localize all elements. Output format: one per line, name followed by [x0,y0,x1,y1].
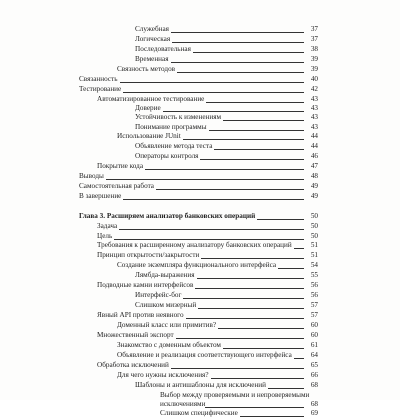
toc-entry [79,191,318,201]
toc-entry [79,171,318,181]
toc-page-number: 64 [310,351,318,359]
leader-line [176,338,304,339]
toc-page-number: 40 [310,75,318,83]
toc-page-number: 57 [310,301,318,309]
toc-entry-title: Понимание программы [135,123,207,131]
toc-entry-title: Операторы контроля [135,152,199,160]
leader-line [177,72,304,73]
toc-entry [117,64,318,74]
toc-entry [135,112,318,122]
toc-entry [117,370,318,380]
toc-page-number: 49 [310,182,318,190]
leader-line [201,258,304,259]
toc-entry [135,34,318,44]
toc-entry-title: Цель [97,232,113,240]
toc-entry-title: Устойчивость к изменениям [135,113,222,121]
toc-page-number: 49 [310,192,318,200]
toc-entry-title: Для чего нужны исключения? [117,371,209,379]
toc-entry-title: Доменный класс или примитив? [117,321,217,329]
toc-page-number: 60 [310,321,318,329]
toc-entry-title: Тестирование [79,85,122,93]
toc-entry [135,290,318,300]
toc-entry-title: Обработка исключений [97,361,169,369]
leader-line [294,248,304,249]
leader-line [123,199,304,200]
leader-line [145,169,304,170]
leader-line [200,159,304,160]
toc-page-number: 65 [310,361,318,369]
leader-line [214,149,304,150]
toc-entry-title: Явный API против неявного [97,311,184,319]
chapter-title: Глава 3. Расширяем анализатор банковских операций [79,212,256,220]
toc-entry [135,270,318,280]
toc-entry-title: Последовательная [135,45,191,53]
toc-entry-title: Объявление метода теста [135,142,213,150]
toc-entry [135,380,318,390]
leader-line [171,32,304,33]
toc-entry-title: Служебная [135,25,169,33]
toc-page-number: 43 [310,123,318,131]
toc-entry [135,44,318,54]
toc-entry-title: Слишком мизерный [135,301,197,309]
toc-entry-title: Требования к расширенному анализатору банковских операций [97,241,292,249]
toc-page-number: 43 [310,113,318,121]
toc-page-number: 37 [310,35,318,43]
toc-page-number: 39 [310,55,318,63]
toc-entry-title: Выбор между проверяемыми и непроверяемыми [160,391,310,399]
leader-line [218,328,304,329]
toc-entry [117,350,318,360]
toc-entry [117,320,318,330]
toc-page-number: 46 [310,152,318,160]
toc-entry-title: Использование JUnit [117,132,181,140]
toc-entry [160,390,318,408]
toc-page-number: 50 [310,232,318,240]
leader-line [193,52,304,53]
leader-line [183,298,304,299]
toc-entry [160,408,318,418]
leader-line [257,219,304,220]
toc-entry-title: Интерфейс-бог [135,291,182,299]
toc-entry [117,260,318,270]
toc-page-number: 44 [310,142,318,150]
leader-line [172,42,304,43]
toc-entry [97,360,318,370]
toc-entry-title: Самостоятельная работа [79,182,154,190]
toc-entry-title: Создание экземпляра функционального интерфейса [117,261,277,269]
toc-entry-title: Шаблоны и антишаблоны для исключений [135,381,266,389]
toc-page-number: 42 [310,85,318,93]
toc-entry [117,340,318,350]
toc-entry-title: Связность методов [117,65,176,73]
toc-page-number: 51 [310,251,318,259]
toc-entry [97,250,318,260]
toc-entry-title: Покрытие кода [97,162,144,170]
toc-entry-title: Доверие [135,104,161,112]
toc-entry [79,74,318,84]
leader-line [123,92,304,93]
toc-page-number: 43 [310,95,318,103]
leader-line [195,288,304,289]
toc-page-number: 66 [310,371,318,379]
toc-page-number: 56 [310,291,318,299]
toc-entry [97,221,318,231]
toc-page-number: 39 [310,65,318,73]
chapter-heading [79,211,318,221]
toc-entry-title: Множественный экспорт [97,331,174,339]
leader-line [268,388,304,389]
toc-page-number: 69 [310,409,318,417]
toc-page-number: 47 [310,162,318,170]
toc-page-number: 51 [310,241,318,249]
toc-page-number: 61 [310,341,318,349]
toc-page-number: 68 [310,400,318,408]
toc-entry [97,310,318,320]
toc-entry-title: Объявление и реализация соответствующего интерфейса [117,351,292,359]
toc-entry-title: Временная [135,55,169,63]
leader-line [186,318,304,319]
toc-entry [135,24,318,34]
leader-line [223,120,304,121]
leader-line [223,348,304,349]
toc-entry-title: Логическая [135,35,171,43]
toc-entry [79,84,318,94]
toc-entry [135,54,318,64]
toc-page-number: 48 [310,172,318,180]
toc-page-number: 57 [310,311,318,319]
toc-page-number: 37 [310,25,318,33]
toc-entry-title: Слишком специфические [160,409,238,417]
toc-entry-title: Подводные камни интерфейсов [97,281,194,289]
toc-page-number: 54 [310,261,318,269]
toc-page-number: 50 [310,212,318,220]
leader-line [197,278,304,279]
toc-page-number: 38 [310,45,318,53]
toc-entry [97,330,318,340]
toc-entry [117,131,318,141]
toc-entry [97,240,318,250]
toc-page-number: 44 [310,132,318,140]
toc-entry [135,141,318,151]
toc-entry-title: Принцип открытости/закрытости [97,251,200,259]
leader-line [240,416,304,417]
leader-line [106,179,304,180]
toc-page-number: 55 [310,271,318,279]
toc-entry-title: Выводы [79,172,104,180]
toc-entry-title: Лямбда-выражения [135,271,195,279]
toc-entry [135,300,318,310]
leader-line [211,378,304,379]
toc-entry-title-continued: исключениями [160,400,206,408]
toc-entry-title: Задача [97,222,118,230]
toc-page-number: 60 [310,331,318,339]
leader-line [120,82,304,83]
toc-entry [79,181,318,191]
leader-line [183,139,304,140]
leader-line [171,368,304,369]
toc-entry-title: Автоматизированное тестирование [97,95,205,103]
toc-page-number: 56 [310,281,318,289]
toc-entry-title: Знакомство с доменным объектом [117,341,221,349]
leader-line [156,189,304,190]
leader-line [278,268,304,269]
toc-page-number: 68 [310,381,318,389]
leader-line [198,308,304,309]
leader-line [171,62,304,63]
toc-page-number: 43 [310,104,318,112]
toc-entry-title: Связанность [79,75,118,83]
toc-entry-title: В завершение [79,192,122,200]
toc-entry [135,151,318,161]
toc-entry [97,161,318,171]
toc-page-number: 50 [310,222,318,230]
leader-line [119,229,304,230]
toc-entry [97,280,318,290]
leader-line [294,358,304,359]
